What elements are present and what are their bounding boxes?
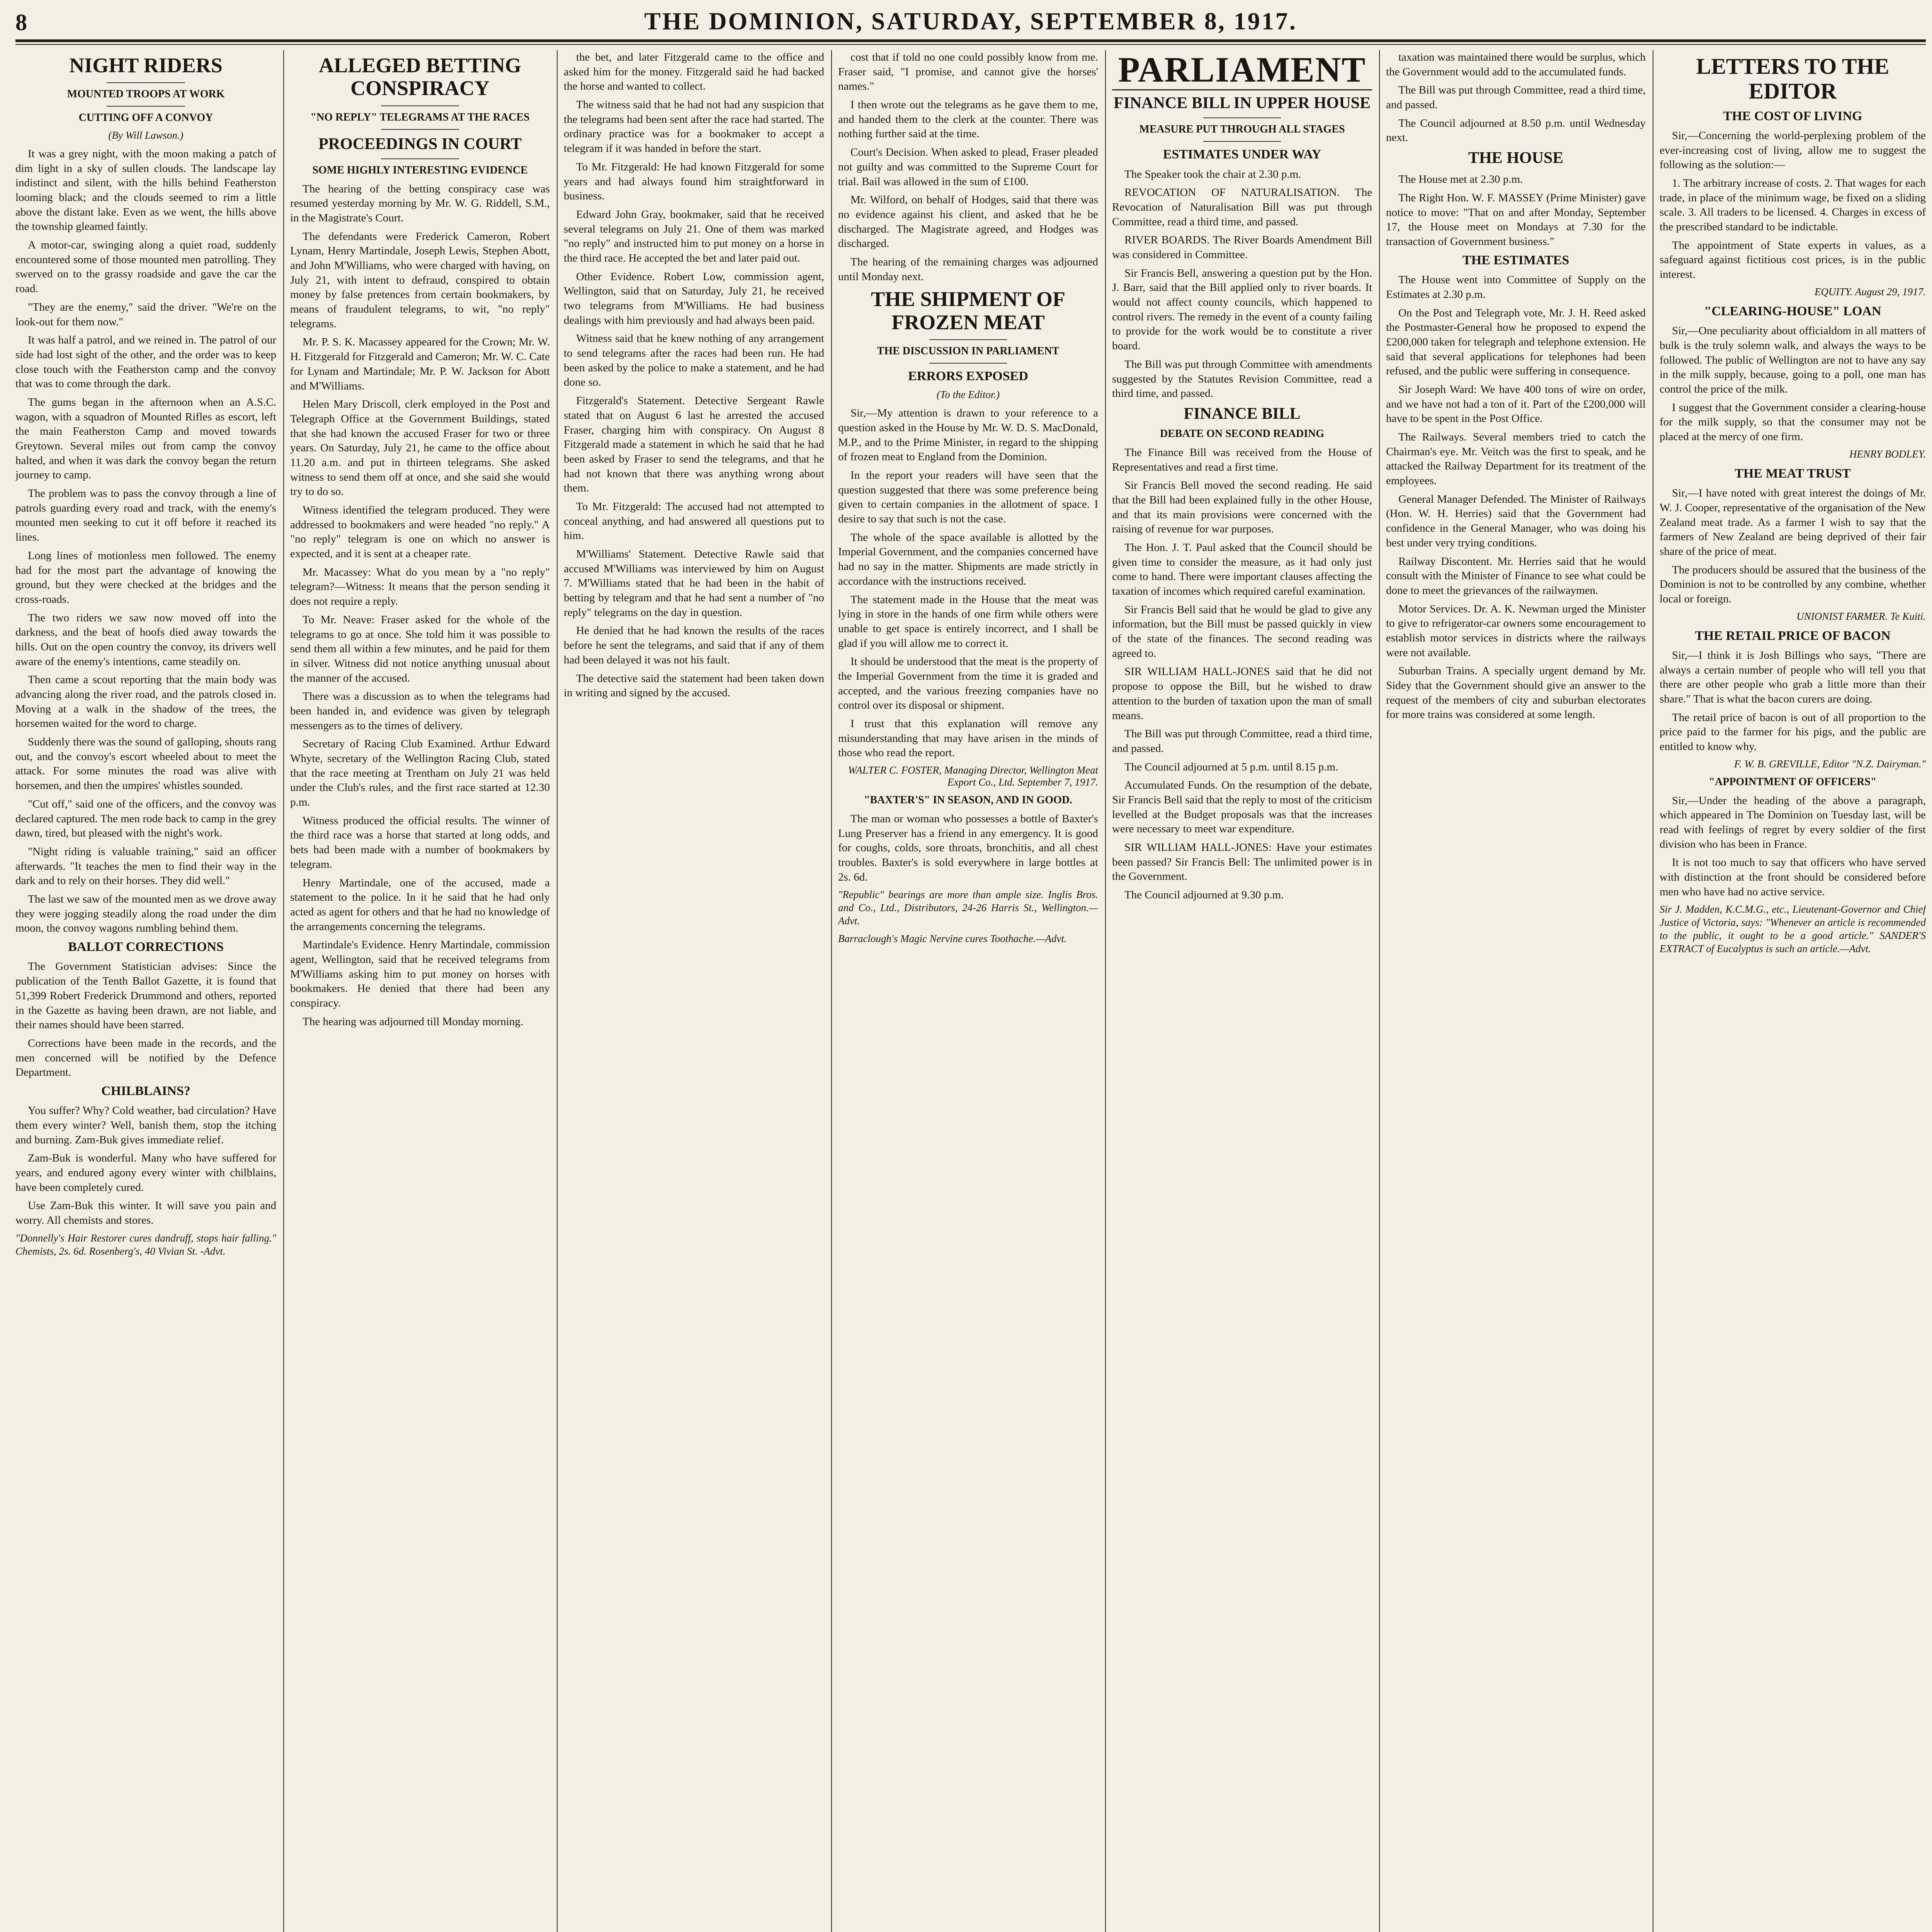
page-number: 8	[15, 10, 27, 35]
column-5	[1112, 50, 1372, 1932]
article-headline: BALLOT CORRECTIONS	[68, 940, 224, 954]
paragraph: It was a grey night, with the moon making a patch of dim light in a sky of sullen clouds. The landscape lay indistinct and silent, with the hills behind Featherston looming black; and the clouds seemed to rim a little above the distant lake. Even as we went, the hills above the township gleamed faintly.	[15, 147, 276, 233]
paragraph: Secretary of Racing Club Examined. Arthur Edward Whyte, secretary of the Wellington Racing Club, stated that the race meeting at Trentham on July 21 was held under the Club's rules, and the first race started at 12.30 p.m.	[290, 738, 550, 809]
paragraph: SIR WILLIAM HALL-JONES: Have your estimates been passed? Sir Francis Bell: The unlimited power is in the Government.	[1112, 841, 1372, 883]
article-headline: ALLEGED BETTING CONSPIRACY	[319, 54, 521, 100]
paragraph: REVOCATION OF NATURALISATION. The Revocation of Naturalisation Bill was put through Committee, read a third time, and passed.	[1112, 186, 1372, 228]
paragraph: Then came a scout reporting that the main body was advancing along the river road, and the patrols closed in. Moving at a walk in the shadow of the trees, the horsemen waited for the word to charge.	[15, 673, 276, 730]
paragraph: The whole of the space available is allotted by the Imperial Government, and the companies concerned have had no say in the matter. Shipments are made strictly in accordance with the instructions received.	[838, 531, 1098, 587]
paragraph: Sir,—My attention is drawn to your reference to a question asked in the House by Mr. W. D. S. MacDonald, M.P., and to the Prime Minister, in regard to the shipping of frozen meat to England from the Dominion.	[838, 407, 1098, 463]
paragraph: To Mr. Fitzgerald: The accused had not attempted to conceal anything, and had answered all questions put to him.	[564, 500, 824, 542]
advertisement: "Republic" bearings are more than ample size. Inglis Bros. and Co., Ltd., Distributors, 24-26 Harris St., Wellington.—Advt.	[838, 889, 1098, 927]
article-headline: THE RETAIL PRICE OF BACON	[1695, 628, 1891, 643]
article-body	[1660, 324, 1926, 444]
article-body	[1386, 50, 1646, 145]
article-body	[1386, 172, 1646, 249]
paragraph: The producers should be assured that the business of the Dominion is not to be controlled by any combine, whether local or foreign.	[1660, 563, 1926, 605]
divider	[1203, 117, 1281, 118]
columns	[15, 50, 1926, 1932]
paragraph: On the Post and Telegraph vote, Mr. J. H. Reed asked the Postmaster-General how he proposed to expend the £200,000 taken for telegraph and telephone extension. He said that several applications for telephones had been refused, and the public were suffering in consequence.	[1386, 306, 1646, 378]
column-divider	[557, 50, 558, 1932]
article-headline: THE HOUSE	[1468, 149, 1564, 167]
paragraph: To Mr. Neave: Fraser asked for the whole of the telegrams to go at once. She told him it was possible to send them all within a few minutes, and he paid for them in silver. Witness did not notice anything unusual about the manner of the accused.	[290, 613, 550, 684]
article-subheadline: "NO REPLY" TELEGRAMS AT THE RACES	[310, 111, 530, 123]
paragraph: Railway Discontent. Mr. Herries said that he would consult with the Minister of Finance to see what could be done to meet the grievances of the railwaymen.	[1386, 555, 1646, 597]
column-divider	[1105, 50, 1106, 1932]
masthead-rule	[15, 39, 1926, 42]
paragraph: I suggest that the Government consider a clearing-house for the milk supply, so that the consumer may not be placed at the mercy of one firm.	[1660, 401, 1926, 443]
paragraph: In the report your readers will have seen that the question suggested that there was some preference being given to certain companies in the allotment of space. I desire to say that such is not the case.	[838, 469, 1098, 526]
article-body	[564, 50, 824, 701]
article-body	[15, 147, 276, 936]
masthead	[15, 7, 1926, 39]
signature: F. W. B. GREVILLE, Editor "N.Z. Dairyman."	[1734, 758, 1926, 770]
paragraph: The statement made in the House that the meat was lying in store in the hands of one firm while others were unable to get space is entirely incorrect, and I shall be glad if you will allow me to correct it.	[838, 593, 1098, 650]
paragraph: The Right Hon. W. F. MASSEY (Prime Minister) gave notice to move: "That on and after Monday, September 17, the House meet on Mondays at 7.30 for the transaction of Government business."	[1386, 192, 1646, 248]
paragraph: Henry Martindale, one of the accused, made a statement to the police. In it he said that he had only acted as agent for others and that he had no knowledge of the arrangements concerning the telegrams.	[290, 876, 550, 933]
article-headline: FINANCE BILL	[1184, 405, 1301, 423]
article-body	[15, 1104, 276, 1228]
paragraph: M'Williams' Statement. Detective Rawle said that accused M'Williams was interviewed by him on August 7. M'Williams stated that he had been in the habit of betting by telegram and that he had sent a number of "no reply" telegrams on the day in question.	[564, 548, 824, 619]
paragraph: Use Zam-Buk this winter. It will save you pain and worry. All chemists and stores.	[15, 1199, 276, 1227]
paragraph: Mr. Wilford, on behalf of Hodges, said that there was no evidence against his client, and asked that he be discharged. The Magistrate agreed, and Hodges was discharged.	[838, 194, 1098, 250]
paragraph: Suddenly there was the sound of galloping, shouts rang out, and the convoy's escort wheeled about to meet the attack. For some minutes the road was alive with horsemen, and then the umpires' whistles sounded.	[15, 736, 276, 792]
signature: HENRY BODLEY.	[1849, 448, 1926, 460]
paragraph: The House met at 2.30 p.m.	[1398, 173, 1523, 186]
column-6	[1386, 50, 1646, 1932]
paragraph: The Government Statistician advises: Since the publication of the Tenth Ballot Gazette, it is found that 51,399 Robert Frederick Drummond and others, reported in the Gazette as having been drawn, are not liable, and their names should have been starred.	[15, 960, 276, 1031]
byline: (By Will Lawson.)	[108, 129, 184, 141]
paragraph: RIVER BOARDS. The River Boards Amendment Bill was considered in Committee.	[1112, 234, 1372, 261]
divider	[107, 82, 185, 83]
paragraph: The Council adjourned at 9.30 p.m.	[1124, 889, 1284, 901]
article-headline: "APPOINTMENT OF OFFICERS"	[1709, 776, 1877, 788]
article-body	[15, 959, 276, 1080]
article-headline: "CLEARING-HOUSE" LOAN	[1704, 304, 1881, 318]
article-headline: CHILBLAINS?	[101, 1083, 190, 1098]
article-subheadline: PROCEEDINGS IN COURT	[318, 135, 522, 153]
paragraph: Court's Decision. When asked to plead, Fraser pleaded not guilty and was committed to the Supreme Court for trial. Bail was allowed in the sum of £100.	[838, 146, 1098, 188]
column-4	[838, 50, 1098, 1932]
paragraph: Sir,—One peculiarity about officialdom in all matters of bulk is the truly solemn walk, and always the ways to be followed. The public of Wellington are not to have any say in the milk supply, because, going to a poll, one man has control the price of the milk.	[1660, 325, 1926, 395]
paragraph: SIR WILLIAM HALL-JONES said that he did not propose to oppose the Bill, but he wished to draw attention to the burden of taxation upon the man of small means.	[1112, 665, 1372, 722]
column-divider	[831, 50, 832, 1932]
paragraph: Helen Mary Driscoll, clerk employed in the Post and Telegraph Office at the Government Buildings, stated that she had known the accused Fraser for two or three years. On Saturday, July 21, he came to the office about 11.20 a.m. and put in thirteen telegrams. She asked witness to send them off at once, and she said she would try to do so.	[290, 398, 550, 498]
paragraph: The two riders we saw now moved off into the darkness, and the beat of hoofs died away towards the hills. Out on the open country the convoy, its drivers well aware of the enemy's intentions, came steadily on.	[15, 611, 276, 668]
paragraph: General Manager Defended. The Minister of Railways (Hon. W. H. Herries) said that the Government had confidence in the General Manager, who was doing his best under very trying conditions.	[1386, 493, 1646, 549]
article-body	[290, 182, 550, 1029]
paragraph: Martindale's Evidence. Henry Martindale, commission agent, Wellington, said that he received telegrams from M'Williams asking him to put money on horses with bookmakers. He denied that there had been any conspiracy.	[290, 939, 550, 1009]
divider	[107, 106, 185, 107]
divider	[381, 105, 459, 106]
paragraph: Sir,—Under the heading of the above a paragraph, which appeared in The Dominion on Tuesday last, will be read with feelings of regret by every soldier of the first division who has been in France.	[1660, 794, 1926, 850]
paragraph: Zam-Buk is wonderful. Many who have suffered for years, and endured agony every winter with chilblains, have been completely cured.	[15, 1152, 276, 1194]
paragraph: 1. The arbitrary increase of costs. 2. That wages for each trade, in place of the minimum wage, be fixed on a sliding scale. 3. All traders to be licensed. 4. Charges in excess of the prescribed standard to be indictable.	[1660, 177, 1926, 233]
article-body	[1660, 648, 1926, 754]
paragraph: Witness identified the telegram produced. They were addressed to bookmakers and were headed "no reply." A "no reply" telegram is one on which no answer is expected, and it is sent at a cheaper rate.	[290, 504, 550, 560]
paragraph: Witness produced the official results. The winner of the third race was a horse that started at long odds, and bets had been made with a number of bookmakers by telegram.	[290, 814, 550, 871]
article-body	[1112, 446, 1372, 903]
paragraph: Edward John Gray, bookmaker, said that he received several telegrams on July 21. One of them was marked "no reply" and instructed him to put money on a horse in the third race. He accepted the bet and later paid out.	[564, 208, 824, 264]
paragraph: Other Evidence. Robert Low, commission agent, Wellington, said that on Saturday, July 21, he received two telegrams from M'Williams. He had business dealings with him previously and had always been paid.	[564, 270, 824, 327]
paragraph: Corrections have been made in the records, and the men concerned will be notified by the Defence Department.	[15, 1037, 276, 1079]
paragraph: The gums began in the afternoon when an A.S.C. wagon, with a squadron of Mounted Rifles as escort, left the main Featherston Camp and moved towards Greytown. Several miles out from camp the convoy halted, and when it was dark the convoy began the return journey to camp.	[15, 396, 276, 481]
article-body	[838, 812, 1098, 884]
divider	[381, 158, 459, 159]
paragraph: "Night riding is valuable training," said an officer afterwards. "It teaches the men to find their way in the dark and to rely on their horses. They did well."	[15, 845, 276, 887]
paragraph: The last we saw of the mounted men as we drove away they were jogging steadily along the road under the dim moon, the convoy wagons rumbling behind them.	[15, 893, 276, 935]
newspaper-title: THE DOMINION, SATURDAY, SEPTEMBER 8, 1917.	[644, 7, 1297, 35]
article-subheadline: DEBATE ON SECOND READING	[1160, 428, 1324, 440]
paragraph: The defendants were Frederick Cameron, Robert Lynam, Henry Martindale, Joseph Lewis, Stephen Abott, and John M'Williams, who were charged with having, on July 21, with intent to defraud, conspired to obtain money by false pretences from certain bookmakers, by means of fraudulent telegrams, to wit, "no reply" telegrams.	[290, 230, 550, 330]
paragraph: The witness said that he had not had any suspicion that the telegrams had been sent after the race had started. The ordinary practice was for a bookmaker to accept a telegram if it was handed in before the start.	[564, 99, 824, 155]
paragraph: Suburban Trains. A specially urgent demand by Mr. Sidey that the Government should give an answer to the request of the members of city and suburban electorates for more trains was considered at some length.	[1386, 665, 1646, 721]
paragraph: "Cut off," said one of the officers, and the convoy was declared captured. The men rode back to camp in the grey dawn, tired, but pleased with the night's work.	[15, 798, 276, 840]
masthead-rule-thin	[15, 44, 1926, 45]
paragraph: The Hon. J. T. Paul asked that the Council should be given time to consider the measure, as it had only just come to hand. There were important clauses affecting the taxation of incomes which required careful examination.	[1112, 541, 1372, 598]
column-1	[15, 50, 276, 1932]
article-body	[1386, 273, 1646, 722]
paragraph: It was half a patrol, and we reined in. The patrol of our side had lost sight of the other, and the order was to keep close touch with the Featherston camp and the convoy that was to come through the dark.	[15, 334, 276, 390]
paragraph: Motor Services. Dr. A. K. Newman urged the Minister to give to refrigerator-car owners some encouragement to establish motor services in districts where the railways were not available.	[1386, 602, 1646, 659]
paragraph: To Mr. Fitzgerald: He had known Fitzgerald for some years and had always found him straightforward in business.	[564, 160, 824, 202]
paragraph: I trust that this explanation will remove any misunderstanding that may have arisen in the minds of those who read the report.	[838, 718, 1098, 759]
article-headline: THE ESTIMATES	[1462, 253, 1570, 267]
paragraph: It is not too much to say that officers who have served with distinction at the front should be considered before men who have had no active service.	[1660, 856, 1926, 898]
column-divider	[283, 50, 284, 1932]
paragraph: The man or woman who possesses a bottle of Baxter's Lung Preserver has a friend in any emergency. It is good for coughs, colds, sore throats, bronchitis, and all chest troubles. Baxter's is sold everywhere in large bottles at 2s. 6d.	[838, 812, 1098, 883]
article-subheadline: MOUNTED TROOPS AT WORK	[67, 88, 225, 100]
advertisement: "Donnelly's Hair Restorer cures dandruff, stops hair falling." Chemists, 2s. 6d. Rosenberg's, 40 Vivian St. -Advt.	[15, 1232, 276, 1257]
paragraph: Long lines of motionless men followed. The enemy had for the most part the advantage of knowing the ground, but they were checked at the bridges and the cross-roads.	[15, 549, 276, 605]
divider	[929, 339, 1007, 340]
paragraph: Mr. P. S. K. Macassey appeared for the Crown; Mr. W. H. Fitzgerald for Fitzgerald and Cameron; Mr. W. C. Cate for Lynam and Martindale; Mr. P. W. Jackson for Abott and M'Williams.	[290, 336, 550, 392]
paragraph: Mr. Macassey: What do you mean by a "no reply" telegram?—Witness: It means that the person sending it does not require a reply.	[290, 566, 550, 608]
paragraph: taxation was maintained there would be surplus, which the Government would add to the accumulated funds.	[1386, 51, 1646, 78]
article-headline: THE COST OF LIVING	[1723, 109, 1862, 123]
paragraph: The Speaker took the chair at 2.30 p.m.	[1124, 168, 1301, 180]
paragraph: cost that if told no one could possibly know from me. Fraser said, "I promise, and cannot give the horses' names."	[838, 51, 1098, 93]
paragraph: The hearing was adjourned till Monday morning.	[303, 1015, 524, 1028]
paragraph: The Bill was put through Committee with amendments suggested by the Statutes Revision Committee, read a third time, and passed.	[1112, 358, 1372, 400]
paragraph: The Council adjourned at 5 p.m. until 8.15 p.m.	[1124, 760, 1338, 773]
paragraph: "They are the enemy," said the driver. "We're on the look-out for them now."	[15, 301, 276, 328]
article-headline: "BAXTER'S" IN SEASON, AND IN GOOD.	[864, 794, 1073, 806]
article-body	[1660, 794, 1926, 900]
paragraph: You suffer? Why? Cold weather, bad circulation? Have them every winter? Well, banish them, stop the itching and burning. Zam-Buk gives immediate relief.	[15, 1104, 276, 1146]
paragraph: He denied that he had known the results of the races before he sent the telegrams, and said that if any of them had been delayed it was not his fault.	[564, 624, 824, 666]
section-headline: PARLIAMENT	[1112, 50, 1372, 90]
paragraph: A motor-car, swinging along a quiet road, suddenly encountered some of those mounted men patrolling. They swerved on to the grassy roadside and gave the car the road.	[15, 239, 276, 295]
paragraph: Sir,—I have noted with great interest the doings of Mr. W. J. Cooper, representative of the organisation of the New Zealand meat trade. As a farmer I wish to say that the farmers of New Zealand are being deprived of their fair share of the price of meat.	[1660, 487, 1926, 558]
article-body	[838, 50, 1098, 284]
paragraph: Witness said that he knew nothing of any arrangement to send telegrams after the races had been run. He had been asked by the police to make a statement, and he had done so.	[564, 332, 824, 389]
article-subheadline: ERRORS EXPOSED	[908, 369, 1028, 383]
column-2	[290, 50, 550, 1932]
paragraph: The detective said the statement had been taken down in writing and signed by the accused.	[564, 672, 824, 699]
signature: UNIONIST FARMER. Te Kuiti.	[1796, 610, 1926, 622]
section-headline: LETTERS TO THE EDITOR	[1696, 54, 1889, 104]
divider	[1203, 141, 1281, 142]
article-subheadline: CUTTING OFF A CONVOY	[78, 112, 213, 124]
paragraph: The Bill was put through Committee, read a third time, and passed.	[1112, 728, 1372, 755]
article-subheadline: THE DISCUSSION IN PARLIAMENT	[877, 345, 1060, 357]
signature: EQUITY. August 29, 1917.	[1814, 286, 1926, 298]
column-divider	[1379, 50, 1380, 1932]
divider	[381, 129, 459, 130]
article-headline: NIGHT RIDERS	[69, 54, 223, 77]
paragraph: The Railways. Several members tried to catch the Chairman's eye. Mr. Veitch was the first to speak, and he attacked the Railway Department for its treatment of the employees.	[1386, 431, 1646, 487]
paragraph: It should be understood that the meat is the property of the Imperial Government from the time it is graded and accepted, and the various freezing companies have no control over its disposal or shipment.	[838, 655, 1098, 712]
article-headline: THE SHIPMENT OF FROZEN MEAT	[871, 287, 1066, 334]
article-body	[1660, 486, 1926, 607]
signature: WALTER C. FOSTER, Managing Director, Wellington Meat Export Co., Ltd. September 7, 1917.	[848, 764, 1098, 788]
paragraph: There was a discussion as to when the telegrams had been handed in, and evidence was given by telegraph messengers as to the times of delivery.	[290, 690, 550, 732]
paragraph: The appointment of State experts in values, as a safeguard against fictitious cost prices, is in the public interest.	[1660, 239, 1926, 281]
paragraph: The hearing of the betting conspiracy case was resumed yesterday morning by Mr. W. G. Riddell, S.M., in the Magistrate's Court.	[290, 182, 550, 224]
paragraph: The Finance Bill was received from the House of Representatives and read a first time.	[1112, 446, 1372, 473]
article-subheadline: ESTIMATES UNDER WAY	[1163, 147, 1321, 162]
paragraph: Sir Francis Bell, answering a question put by the Hon. J. Barr, said that the Bill applied only to river boards. It would not affect county councils, which happened to control rivers. The remedy in the event of a county failing to provide for the work would be to constitute a river board.	[1112, 267, 1372, 352]
column-7	[1660, 50, 1926, 1932]
byline: (To the Editor.)	[936, 389, 1000, 401]
paragraph: The Bill was put through Committee, read a third time, and passed.	[1386, 84, 1646, 111]
paragraph: the bet, and later Fitzgerald came to the office and asked him for the money. Fitzgerald said he had backed the horse and wanted to collect.	[564, 51, 824, 93]
article-subheadline: SOME HIGHLY INTERESTING EVIDENCE	[312, 164, 528, 176]
advertisement: Barraclough's Magic Nervine cures Toothache.—Advt.	[838, 932, 1067, 944]
paragraph: The retail price of bacon is out of all proportion to the price paid to the farmer for his pigs, and the public are entitled to know why.	[1660, 711, 1926, 753]
column-3	[564, 50, 824, 1932]
paragraph: Sir Joseph Ward: We have 400 tons of wire on order, and we have not had a ton of it. Part of the £200,000 will have to be spent in the Post Office.	[1386, 383, 1646, 425]
paragraph: Accumulated Funds. On the resumption of the debate, Sir Francis Bell said that the reply to most of the criticism levelled at the Budget proposals was that the increases were necessary to meet war expenditure.	[1112, 779, 1372, 835]
article-body	[1112, 167, 1372, 401]
paragraph: Sir Francis Bell moved the second reading. He said that the Bill had been explained fully in the other House, and that its main provisions were concerned with the raising of revenue for war purposes.	[1112, 479, 1372, 536]
divider	[929, 363, 1007, 364]
paragraph: Fitzgerald's Statement. Detective Sergeant Rawle stated that on August 6 last he arrested the accused Fraser, charging him with conspiracy. On August 8 Fitzgerald made a statement in which he said that he had been asked by Fraser to send the telegrams, and that he had not known that there was anything wrong about them.	[564, 395, 824, 495]
paragraph: Sir,—I think it is Josh Billings who says, "There are always a certain number of people who will tell you that there are other people who grab a little more than their share." That is what the bacon curers are doing.	[1660, 649, 1926, 706]
article-headline: THE MEAT TRUST	[1735, 466, 1851, 481]
paragraph: The Council adjourned at 8.50 p.m. until Wednesday next.	[1386, 117, 1646, 144]
article-body	[838, 406, 1098, 760]
paragraph: The hearing of the remaining charges was adjourned until Monday next.	[838, 255, 1098, 283]
paragraph: The problem was to pass the convoy through a line of patrols guarding every road and track, with the enemy's mounted men seeking to cut it off before it reached its lines.	[15, 487, 276, 544]
article-headline: FINANCE BILL IN UPPER HOUSE	[1113, 94, 1371, 112]
article-body	[1660, 129, 1926, 282]
paragraph: The House went into Committee of Supply on the Estimates at 2.30 p.m.	[1386, 274, 1646, 301]
paragraph: Sir,—Concerning the world-perplexing problem of the ever-increasing cost of living, allow me to suggest the following as the solution:—	[1660, 129, 1926, 171]
paragraph: I then wrote out the telegrams as he gave them to me, and handed them to the clerk at the counter. There was nothing further said at the time.	[838, 99, 1098, 140]
article-subheadline: MEASURE PUT THROUGH ALL STAGES	[1139, 123, 1345, 136]
paragraph: Sir Francis Bell said that he would be glad to give any information, but the Bill must be passed quickly in view of the state of the finances. The second reading was agreed to.	[1112, 603, 1372, 660]
advertisement: Sir J. Madden, K.C.M.G., etc., Lieutenant-Governor and Chief Justice of Victoria, says: "Whenever an article is recommended to the public, it ought to be a good article." SANDER'S EXTRACT of Eucalyptus is such an article.—Advt.	[1660, 903, 1926, 954]
